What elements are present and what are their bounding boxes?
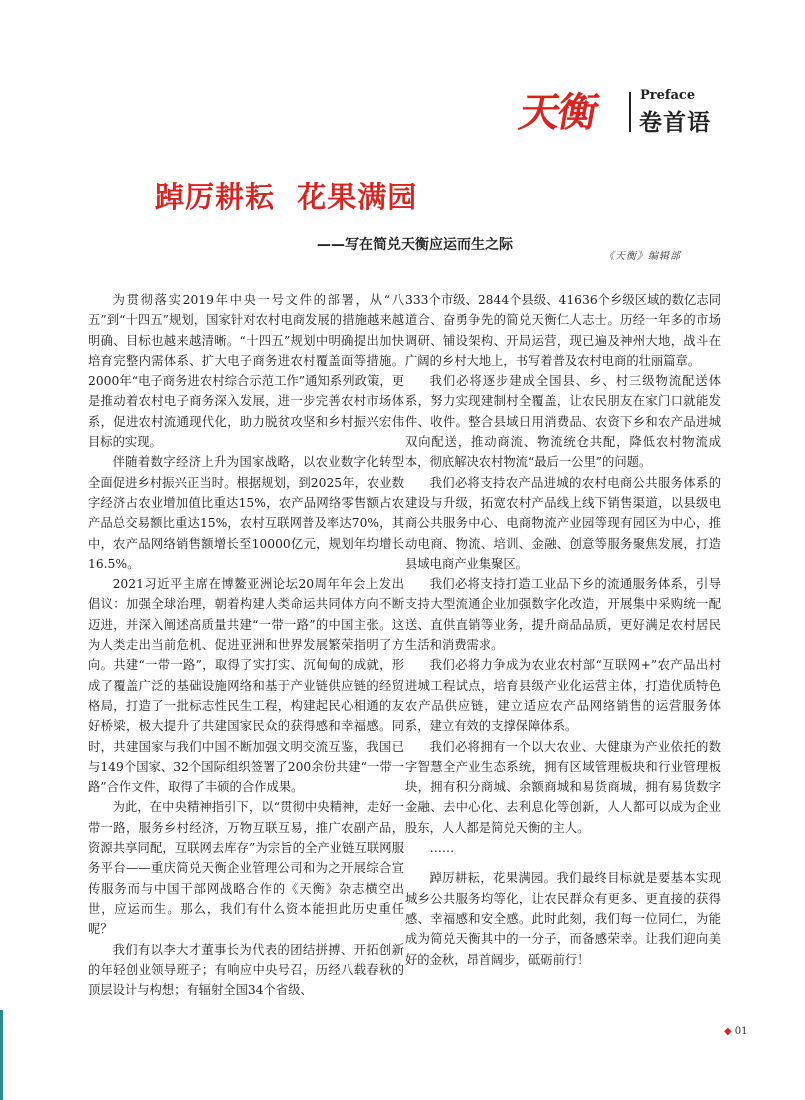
article-byline: 《天衡》编辑部 bbox=[604, 251, 681, 262]
page-number bbox=[724, 1026, 747, 1037]
preface-label-cn: 卷首语 bbox=[639, 109, 711, 136]
paragraph: 我们必将拥有一个以大农业、大健康为产业依托的数字智慧全产业生态系统，拥有区域管理板块和行业管理板块，拥有积分商城、余额商城和易货商城，拥有易货数字金融、去中心化、去利息化等创新，人人都可以成为企业股东，人人都是简兑天衡的主人。 bbox=[405, 739, 721, 835]
diamond-icon: ◆ bbox=[724, 1026, 732, 1037]
paragraph: 我们必将力争成为农业农村部“互联网+”农产品出村进城工程试点，培育县级产业化运营主体，打造优质特色农产品供应链，建立适应农产品网络销售的运营服务体系，建立有效的支撑保障体系。 bbox=[405, 658, 721, 734]
preface-label-en: Preface bbox=[640, 88, 696, 103]
masthead-divider bbox=[629, 92, 631, 132]
left-column bbox=[88, 290, 404, 1000]
paragraph: 我们必将逐步建成全国县、乡、村三级物流配送体系，努力实现建制村全覆盖，让农民朋友在家门口就能发件、收件。整合县域日用消费品、农资下乡和农产品进城双向配送，推动商流、物流统仓共配，降低农村物流成本，彻底解决农村物流“最后一公里”的问题。 bbox=[405, 374, 721, 470]
paragraph: 伴随着数字经济上升为国家战略，以农业数字化转型全面促进乡村振兴正当时。根据规划，到2025年，农业数字经济占农业增加值比重达15%，农产品网络零售额占农产品总交易额比重达15%，农村互联网普及率达70%，其中，农产品网络销售额增长至10000亿元，规划年均增长16.5%。 bbox=[88, 455, 404, 571]
article-subtitle: ——写在简兑天衡应运而生之际 bbox=[317, 237, 513, 253]
closing-paragraph: 踔厉耕耘，花果满园。我们最终目标就是要基本实现城乡公共服务均等化，让农民群众有更多、更直接的获得感、幸福感和安全感。此时此刻，我们每一位同仁，为能成为简兑天衡其中的一分子，而备感荣幸。让我们迎向美好的金秋，昂首阔步，砥砺前行！ bbox=[405, 871, 721, 967]
article-title: 踔厉耕耘 花果满园 bbox=[155, 180, 418, 214]
right-column bbox=[405, 290, 721, 970]
paragraph: 2021习近平主席在博鳌亚洲论坛20周年年会上发出倡议：加强全球治理，朝着构建人类命运共同体方向不断迈进，并深入阐述高质量共建“一带一路”的中国主张。这为人类走出当前危机、促进亚洲和世界发展繁荣指明了方向。共建“一带一路”，取得了实打实、沉甸甸的成就，形成了覆盖广泛的基础设施网络和基于产业链供应链的经贸格局，打造了一批标志性民生工程，构建起民心相通的友好桥梁，极大提升了共建国家民众的获得感和幸福感。同时，共建国家与我们中国不断加强文明交流互鉴，我国已与149个国家、32个国际组织签署了200余份共建“一带一路”合作文件，取得了丰硕的合作成果。 bbox=[88, 577, 404, 795]
page-number-text: 01 bbox=[734, 1026, 748, 1037]
paragraph: 为此，在中央精神指引下，以“贯彻中央精神，走好一带一路，服务乡村经济，万物互联互易，推广农副产品，资源共享同配，互联网去库存”为宗旨的全产业链互联网服务平台——重庆简兑天衡企业管理公司和为之开展综合宣传服务而与中国干部网战略合作的《天衡》杂志横空出世，应运而生。那么，我们有什么资本能担此历史重任呢？ bbox=[88, 800, 404, 937]
paragraph: 我们必将支持打造工业品下乡的流通服务体系，引导支持大型流通企业加强数字化改造，开展集中采购统一配送、直供直销等业务，提升商品品质，更好满足农村居民生活和消费需求。 bbox=[405, 577, 721, 653]
paragraph: 为贯彻落实2019年中央一号文件的部署，从“八五”到“十四五”规划，国家针对农村电商发展的措施越来越明确、目标也越来越清晰。“十四五”规划中明确提出加快培育完整内需体系、扩大电子商务进农村覆盖面等措施。2000年“电子商务进农村综合示范工作”通知系列政策，更是推动着农村电子商务深入发展，进一步完善农村市场体系，促进农村流通现代化，助力脱贫攻坚和乡村振兴宏伟目标的实现。 bbox=[88, 293, 404, 450]
paragraph-continued: 333个市级、2844个县级、41636个乡级区域的数亿志同道合、奋勇争先的简兑天衡仁人志士。历经一年多的市场调研、铺设架构、开局运营，现已遍及神州大地，战斗在广阔的乡村大地上，书写着普及农村电商的壮丽篇章。 bbox=[405, 293, 721, 368]
left-edge-accent bbox=[0, 1010, 3, 1100]
ellipsis-separator: …… bbox=[429, 841, 455, 856]
tianheng-logo: 天衡 bbox=[515, 89, 601, 136]
paragraph: 我们必将支持农产品进城的农村电商公共服务体系的建设与升级，拓宽农村产品线上线下销售渠道，以县级电商公共服务中心、电商物流产业园等现有园区为中心，推动电商、物流、培训、金融、创意等服务聚焦发展，打造县域电商产业集聚区。 bbox=[405, 475, 721, 571]
paragraph: 我们有以李大才董事长为代表的团结拼搏、开拓创新的年轻创业领导班子；有响应中央号召，历经八载春秋的顶层设计与构想；有辐射全国34个省级、 bbox=[88, 942, 404, 998]
